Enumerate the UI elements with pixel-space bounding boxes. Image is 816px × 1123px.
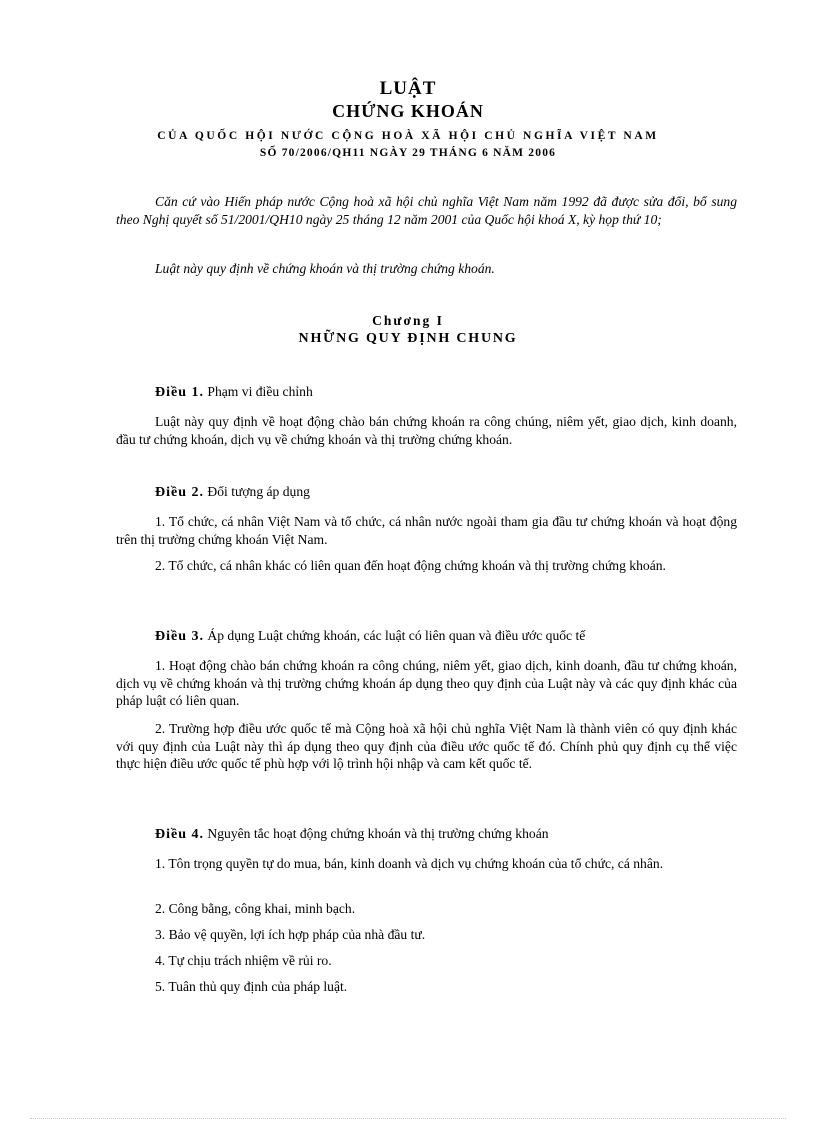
article-4-paragraph-1: 1. Tôn trọng quyền tự do mua, bán, kinh doanh và dịch vụ chứng khoán của tổ chức, cá nhân. — [155, 856, 664, 871]
article-4-paragraph-5: 5. Tuân thủ quy định của pháp luật. — [155, 979, 348, 994]
article-3-paragraph-1: 1. Hoạt động chào bán chứng khoán ra công chúng, niêm yết, giao dịch, kinh doanh, đầu tư chứng khoán, dịch vụ về chứng khoán và thị trường chứng khoán áp dụng theo quy định của Luật này và các quy định khác của pháp luật có liên quan. — [116, 658, 737, 708]
article-1-label: Điều 1. — [155, 385, 204, 400]
page-bottom-divider — [30, 1118, 786, 1119]
issuer-line: CỦA QUỐC HỘI NƯỚC CỘNG HOÀ XÃ HỘI CHỦ NGHĨA VIỆT NAM — [157, 130, 659, 142]
law-subtitle: CHỨNG KHOÁN — [332, 101, 484, 121]
law-title: LUẬT — [379, 78, 437, 99]
chapter-title: NHỮNG QUY ĐỊNH CHUNG — [298, 331, 518, 346]
article-2-heading — [155, 484, 310, 501]
article-2-title: Đối tượng áp dụng — [207, 484, 310, 499]
article-2-label: Điều 2. — [155, 485, 204, 500]
article-4-paragraph-2: 2. Công bằng, công khai, minh bạch. — [155, 901, 356, 916]
article-2-paragraph-2: 2. Tổ chức, cá nhân khác có liên quan đến hoạt động chứng khoán và thị trường chứng khoán. — [155, 558, 666, 573]
article-3-heading — [155, 628, 585, 645]
chapter-label: Chương I — [372, 313, 444, 328]
article-1-heading — [155, 384, 313, 401]
article-4-paragraph-3: 3. Bảo vệ quyền, lợi ích hợp pháp của nhà đầu tư. — [155, 927, 426, 942]
article-4-heading — [155, 826, 549, 843]
article-4-label: Điều 4. — [155, 827, 204, 842]
article-2-paragraph-1: 1. Tổ chức, cá nhân Việt Nam và tổ chức, cá nhân nước ngoài tham gia đầu tư chứng khoán và hoạt động trên thị trường chứng khoán Việt Nam. — [116, 514, 737, 547]
article-1-title: Phạm vi điều chỉnh — [207, 384, 313, 399]
preamble-basis: Căn cứ vào Hiến pháp nước Cộng hoà xã hội chủ nghĩa Việt Nam năm 1992 đã được sửa đổi, bổ sung theo Nghị quyết số 51/2001/QH10 ngày 25 tháng 12 năm 2001 của Quốc hội khoá X, kỳ họp thứ 10; — [116, 194, 737, 227]
article-3-paragraph-2: 2. Trường hợp điều ước quốc tế mà Cộng hoà xã hội chủ nghĩa Việt Nam là thành viên có quy định khác với quy định của Luật này thì áp dụng theo quy định của điều ước quốc tế đó. Chính phủ quy định cụ thể việc thực hiện điều ước quốc tế phù hợp với lộ trình hội nhập và cam kết quốc tế. — [116, 721, 737, 771]
law-number-line: SỐ 70/2006/QH11 NGÀY 29 THÁNG 6 NĂM 2006 — [259, 147, 557, 159]
article-4-paragraph-4: 4. Tự chịu trách nhiệm về rủi ro. — [155, 953, 332, 968]
preamble-scope: Luật này quy định về chứng khoán và thị trường chứng khoán. — [155, 261, 495, 276]
article-3-label: Điều 3. — [155, 629, 204, 644]
article-4-title: Nguyên tắc hoạt động chứng khoán và thị trường chứng khoán — [207, 826, 549, 841]
article-3-title: Áp dụng Luật chứng khoán, các luật có liên quan và điều ước quốc tế — [207, 628, 586, 643]
article-1-paragraph-1: Luật này quy định về hoạt động chào bán chứng khoán ra công chúng, niêm yết, giao dịch, kinh doanh, đầu tư chứng khoán, dịch vụ về chứng khoán và thị trường chứng khoán. — [116, 414, 737, 447]
